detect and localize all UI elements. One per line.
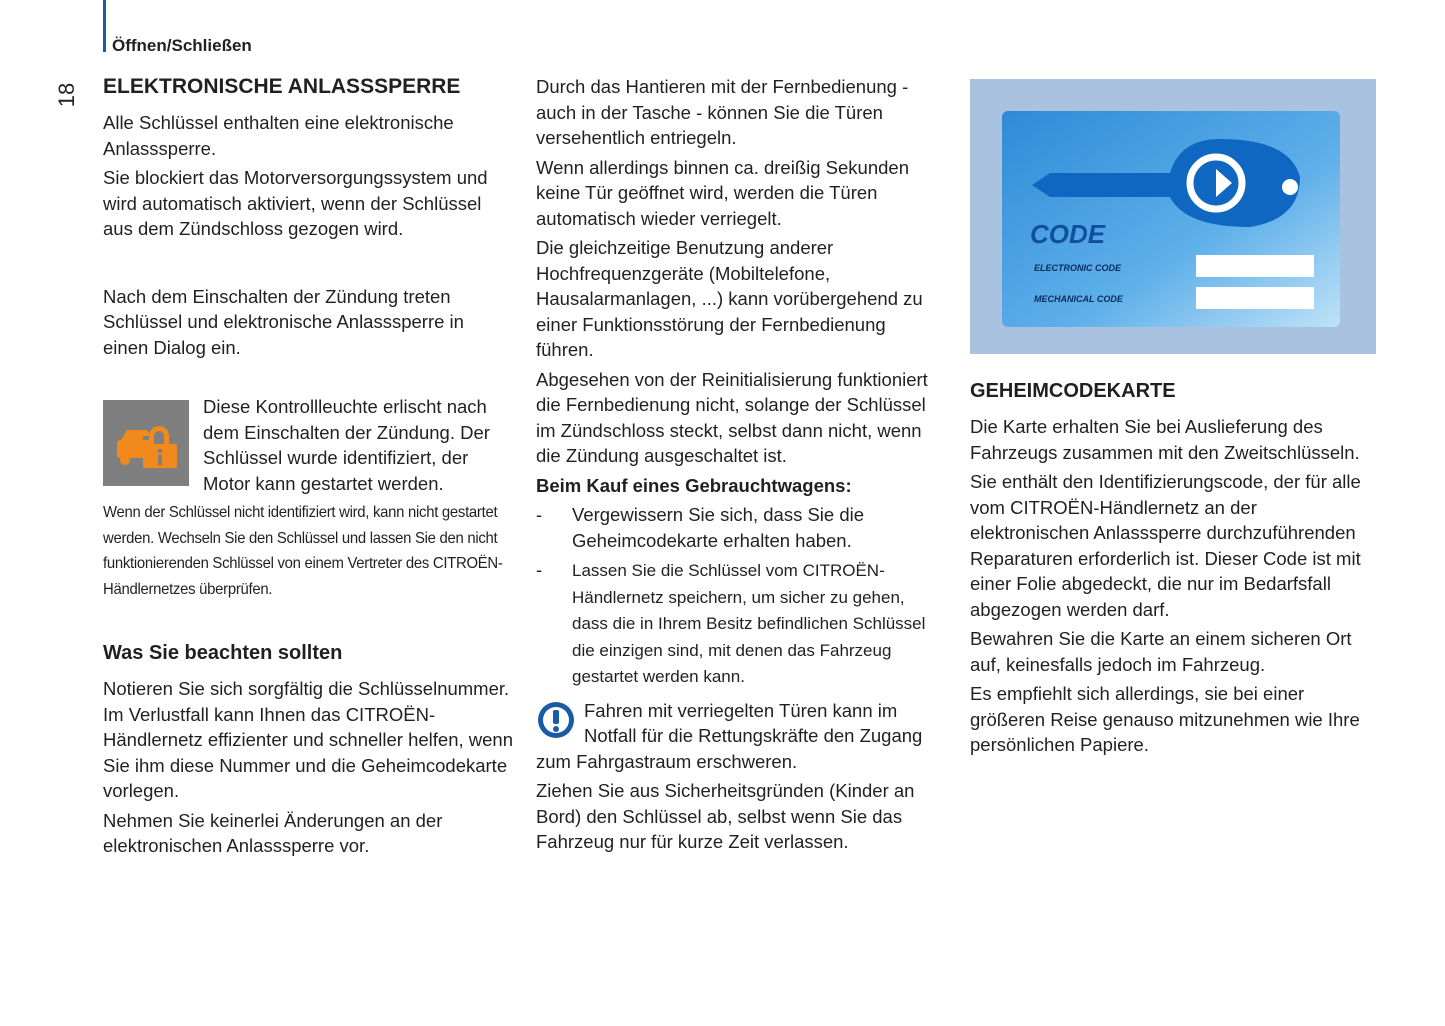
column-3-text [970, 378, 1380, 762]
paragraph: Die Karte erhalten Sie bei Auslieferung des Fahrzeugs zusammen mit den Zweitschlüsseln. [970, 416, 1360, 463]
paragraph: Durch das Hantieren mit der Fernbedienung - auch in der Tasche - können Sie die Türen versehentlich entriegeln. [536, 76, 909, 148]
list-item [536, 557, 941, 690]
paragraph: Notieren Sie sich sorgfältig die Schlüsselnummer. Im Verlustfall kann Ihnen das CITROËN-Händlernetz effizienter und schneller helfen, wenn Sie ihm diese Nummer und die Geheimcodekarte vorlegen. [103, 678, 513, 801]
indicator-block [103, 394, 513, 496]
bullet-dash: - [536, 504, 543, 525]
paragraph: Abgesehen von der Reinitialisierung funktioniert die Fernbedienung nicht, solange der Schlüssel im Zündschloss steckt, selbst dann nicht, wenn die Zündung ausgeschaltet ist. [536, 368, 928, 466]
section-title: Öffnen/Schließen [112, 36, 252, 55]
paragraph: Die gleichzeitige Benutzung anderer Hochfrequenzgeräte (Mobiltelefone, Hausalarmanlagen, ...) kann vorübergehend zu einer Funktionsstörung der Fernbedienung führen. [536, 237, 923, 360]
list-item-text: Lassen Sie die Schlüssel vom CITROËN-Händlernetz speichern, um sicher zu gehen, dass die in Ihrem Besitz befindlichen Schlüssel die einzigen sind, mit denen das Fahrzeug gestartet werden kann. [572, 561, 926, 686]
column-1 [103, 70, 513, 863]
paragraph: Sie blockiert das Motorversorgungssystem und wird automatisch aktiviert, wenn der Schlüssel aus dem Zündschloss gezogen wird. [103, 167, 488, 239]
warning-text: Fahren mit verriegelten Türen kann im Notfall für die Rettungskräfte den Zugang zum Fahrgastraum erschweren. [536, 699, 923, 772]
key-lock-warning-icon [103, 400, 189, 486]
exclamation-icon [536, 700, 576, 740]
paragraph: Bewahren Sie die Karte an einem sicheren Ort auf, keinesfalls jedoch im Fahrzeug. [970, 628, 1352, 675]
card-code-label: CODE [1030, 219, 1106, 249]
warning-block [536, 698, 941, 775]
paragraph: Wenn allerdings binnen ca. dreißig Sekunden keine Tür geöffnet wird, werden die Türen automatisch wieder verriegelt. [536, 156, 909, 229]
subheading-notes: Was Sie beachten sollten [103, 642, 343, 664]
list-item-text: Vergewissern Sie sich, dass Sie die Geheimcodekarte erhalten haben. [572, 504, 865, 551]
paragraph: Alle Schlüssel enthalten eine elektronische Anlasssperre. [103, 112, 454, 159]
column-2 [536, 74, 941, 859]
bold-label: Beim Kauf eines Gebrauchtwagens: [536, 474, 852, 496]
card-electronic-label: ELECTRONIC CODE [1034, 263, 1122, 273]
header-accent-bar [103, 0, 106, 52]
paragraph: Ziehen Sie aus Sicherheitsgründen (Kinder an Bord) den Schlüssel ab, selbst wenn Sie das Fahrzeug nur für kurze Zeit verlassen. [536, 780, 915, 852]
note-text: Wenn der Schlüssel nicht identifiziert wird, kann nicht gestartet werden. Wechseln Sie den Schlüssel und lassen Sie den nicht funktionierenden Schlüssel von einem Vertreter des CITROËN-Händlernetzes überprüfen. [103, 504, 503, 598]
bullet-dash: - [536, 559, 543, 580]
heading-immobiliser: ELEKTRONISCHE ANLASSSPERRE [103, 75, 461, 98]
heading-code-card: GEHEIMCODEKARTE [970, 380, 1176, 402]
paragraph: Nach dem Einschalten der Zündung treten Schlüssel und elektronische Anlasssperre in einen Dialog ein. [103, 285, 464, 358]
list-item [536, 502, 941, 553]
page-number: 18 [54, 82, 79, 108]
card-mechanical-label: MECHANICAL CODE [1034, 294, 1123, 304]
paragraph: Es empfiehlt sich allerdings, sie bei einer größeren Reise genauso mitzunehmen wie Ihre persönlichen Papiere. [970, 683, 1360, 755]
indicator-text: Diese Kontrollleuchte erlischt nach dem Einschalten der Zündung. Der Schlüssel wurde identifiziert, der Motor kann gestartet werden. [203, 396, 490, 494]
code-card-image [970, 79, 1376, 354]
paragraph: Sie enthält den Identifizierungscode, der für alle vom CITROËN-Händlernetz an der elektronischen Anlasssperre durchzuführenden Reparaturen erforderlich ist. Dieser Code ist mit einer Folie abgedeckt, die nur im Bedarfsfall abgezogen werden darf. [970, 471, 1361, 620]
paragraph: Nehmen Sie keinerlei Änderungen an der elektronischen Anlasssperre vor. [103, 809, 443, 856]
